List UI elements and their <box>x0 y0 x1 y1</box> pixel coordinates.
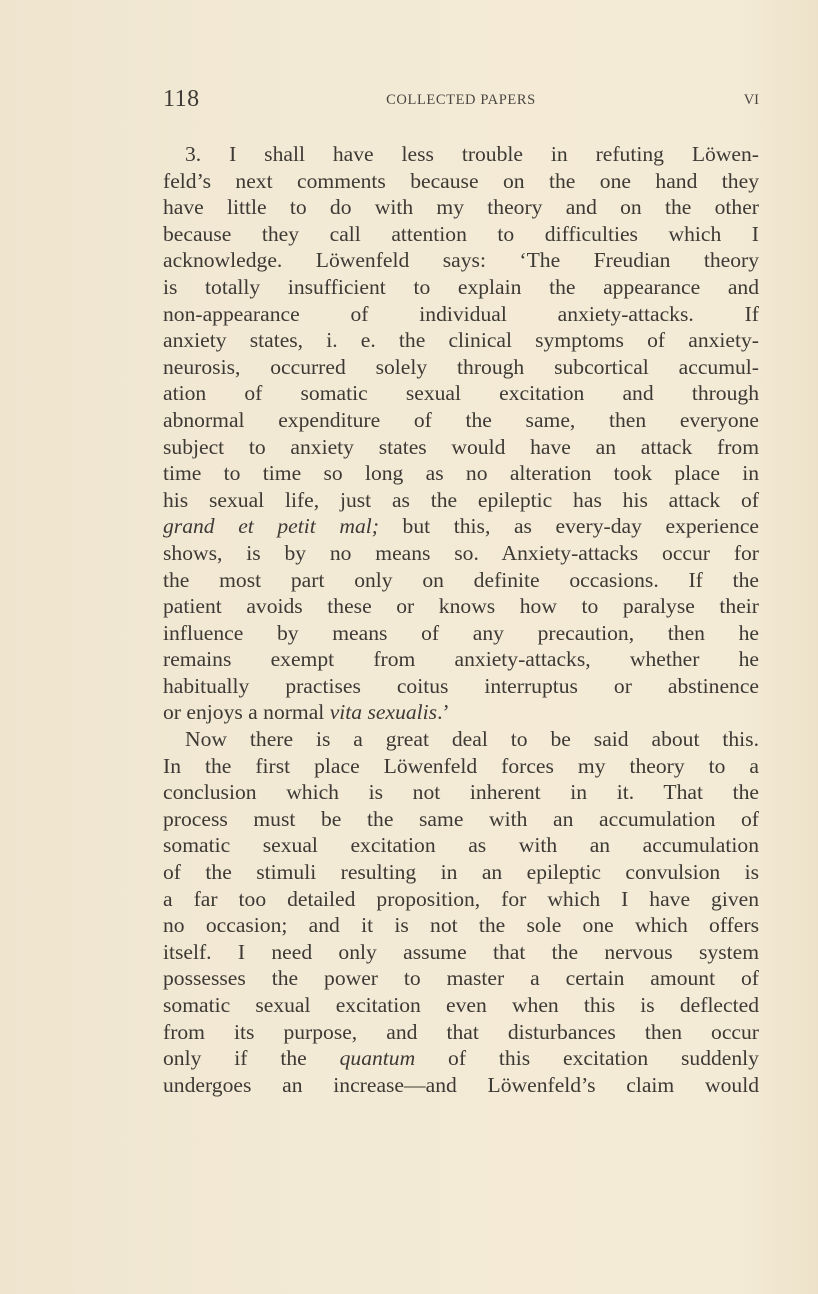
chapter-volume-number: VI <box>743 92 759 108</box>
text-line <box>163 620 759 647</box>
text-line <box>163 221 759 248</box>
text-line <box>163 327 759 354</box>
text-segment: subject to anxiety states would have an attack from <box>163 434 759 459</box>
text-segment: .’ <box>437 700 450 725</box>
text-segment: itself. I need only assume that the nervous system <box>163 939 759 964</box>
text-segment: process must be the same with an accumulation of <box>163 806 759 831</box>
running-head <box>163 86 759 116</box>
text-line <box>163 593 759 620</box>
text-segment: non-appearance of individual anxiety-attacks. If <box>163 301 759 326</box>
text-line <box>163 832 759 859</box>
text-line <box>163 274 759 301</box>
text-line <box>163 434 759 461</box>
text-line <box>163 487 759 514</box>
text-segment: but this, as every-day experience <box>378 514 759 539</box>
text-segment: shows, is by no means so. Anxiety-attacks occur for <box>163 540 759 565</box>
text-segment: or enjoys a normal <box>163 700 330 725</box>
text-segment: abnormal expenditure of the same, then everyone <box>163 407 759 432</box>
italic-phrase: grand et petit mal; <box>163 514 379 539</box>
text-segment: have little to do with my theory and on the other <box>163 195 759 220</box>
text-segment: influence by means of any precaution, then he <box>163 620 759 645</box>
text-segment: feld’s next comments because on the one hand they <box>163 168 759 193</box>
text-line <box>163 912 759 939</box>
text-line <box>163 1072 759 1099</box>
text-line <box>163 1019 759 1046</box>
text-line <box>163 141 759 168</box>
text-line <box>163 567 759 594</box>
text-line <box>163 886 759 913</box>
text-line <box>163 460 759 487</box>
text-segment: because they call attention to difficulties which I <box>163 221 759 246</box>
text-segment: somatic sexual excitation even when this is deflected <box>163 993 759 1017</box>
text-segment: ation of somatic sexual excitation and through <box>163 381 759 406</box>
text-segment: Now there is a great deal to be said about this. <box>185 727 759 752</box>
text-segment: In the first place Löwenfeld forces my theory to a <box>163 753 759 778</box>
text-segment: a far too detailed proposition, for which I have given <box>163 886 759 911</box>
text-line <box>163 673 759 700</box>
text-line <box>163 646 759 673</box>
book-page <box>163 86 759 1098</box>
italic-phrase: quantum <box>339 1046 416 1071</box>
text-line <box>163 699 759 726</box>
text-segment: possesses the power to master a certain amount of <box>163 966 759 991</box>
text-segment: of the stimuli resulting in an epileptic convulsion is <box>163 860 759 885</box>
text-segment: 3. I shall have less trouble in refuting Löwen- <box>185 142 759 166</box>
text-segment: conclusion which is not inherent in it. That the <box>163 780 759 805</box>
text-segment: from its purpose, and that disturbances then occur <box>163 1019 759 1044</box>
text-line <box>163 513 759 540</box>
text-segment: neurosis, occurred solely through subcortical accumul- <box>163 354 759 379</box>
text-line <box>163 753 759 780</box>
text-segment: the most part only on definite occasions. If the <box>163 567 759 592</box>
text-segment: is totally insufficient to explain the appearance and <box>163 274 759 299</box>
text-segment: only if the <box>163 1046 340 1071</box>
text-line <box>163 407 759 434</box>
text-line <box>163 806 759 833</box>
running-head-title: COLLECTED PAPERS <box>386 92 536 108</box>
text-line <box>163 859 759 886</box>
text-line <box>163 380 759 407</box>
text-line <box>163 247 759 274</box>
text-line <box>163 992 759 1019</box>
text-line <box>163 965 759 992</box>
text-segment: patient avoids these or knows how to paralyse their <box>163 594 759 619</box>
text-line <box>163 1045 759 1072</box>
text-line <box>163 194 759 221</box>
text-line <box>163 168 759 195</box>
body-text <box>163 141 759 1098</box>
italic-phrase: vita sexualis <box>329 700 438 725</box>
text-segment: remains exempt from anxiety-attacks, whether he <box>163 647 759 672</box>
text-segment: habitually practises coitus interruptus or abstinence <box>163 673 759 698</box>
text-segment: his sexual life, just as the epileptic has his attack of <box>163 487 759 512</box>
text-line <box>163 939 759 966</box>
page-number: 118 <box>163 86 200 112</box>
text-line <box>163 779 759 806</box>
text-line <box>163 540 759 567</box>
text-segment: time to time so long as no alteration took place in <box>163 461 759 486</box>
text-segment: of this excitation suddenly <box>415 1046 759 1071</box>
text-line <box>163 301 759 328</box>
text-segment: no occasion; and it is not the sole one which offers <box>163 913 759 938</box>
text-segment: undergoes an increase—and Löwenfeld’s claim would <box>163 1072 759 1097</box>
text-line <box>163 726 759 753</box>
text-line <box>163 354 759 381</box>
text-segment: anxiety states, i. e. the clinical symptoms of anxiety- <box>163 328 759 353</box>
text-segment: somatic sexual excitation as with an accumulation <box>163 833 759 858</box>
text-segment: acknowledge. Löwenfeld says: ‘The Freudian theory <box>163 248 759 273</box>
